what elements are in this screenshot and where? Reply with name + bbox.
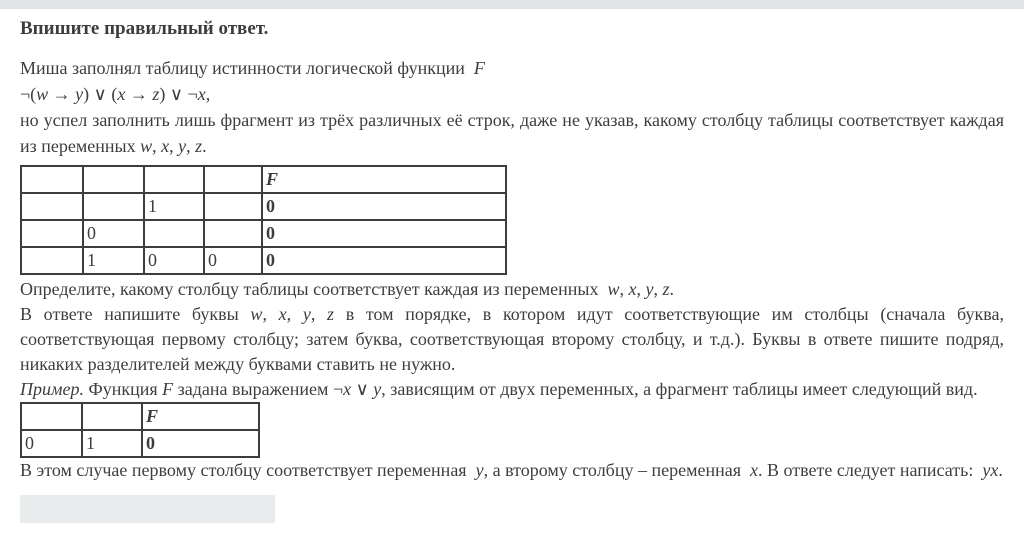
logic-formula: [20, 84, 210, 104]
text-segment: x: [628, 279, 637, 299]
top-divider-bar: [0, 0, 1024, 9]
text-segment: задана выражением ¬: [173, 379, 344, 399]
text-segment: в том порядке, в котором идут соответствующие им столбцы (сначала буква, соответствующая первому столбцу; затем буква, соответствующая второму столбцу, и т.д.). Буквы в ответе пишите подряд, никаких разделителей между буквами ставить не нужно.: [20, 304, 1005, 374]
text-segment: F: [473, 58, 485, 78]
table-cell: 0: [142, 430, 259, 457]
table-header-cell: [83, 166, 144, 193]
text-segment: .: [202, 136, 207, 156]
problem-intro-line: [20, 58, 485, 78]
text-segment: ,: [152, 136, 162, 156]
text-segment: ¬(: [20, 84, 37, 104]
table-cell: [144, 220, 204, 247]
text-segment: x: [750, 460, 758, 480]
table-header-cell: F: [262, 166, 506, 193]
table-cell: 0: [204, 247, 262, 274]
text-segment: ,: [619, 279, 629, 299]
task-content: [0, 9, 1024, 523]
text-segment: x: [161, 136, 170, 156]
text-segment: y: [373, 379, 382, 399]
text-segment: yx: [982, 460, 999, 480]
text-segment: .: [669, 279, 675, 299]
table-cell: 0: [262, 247, 506, 274]
text-segment: Пример.: [20, 379, 84, 399]
text-segment: z: [662, 279, 670, 299]
text-segment: F: [162, 379, 174, 399]
text-segment: z: [195, 136, 203, 156]
text-segment: ,: [286, 304, 303, 324]
table-cell: [83, 193, 144, 220]
text-segment: Функция: [83, 379, 163, 399]
text-segment: ,: [186, 136, 196, 156]
text-segment: но успел заполнить лишь фрагмент из трёх различных её строк, даже не указав, какому столбцу таблицы соответствует каждая из переменных: [20, 110, 1004, 156]
table-header-cell: [144, 166, 204, 193]
table-cell: 0: [262, 193, 506, 220]
table-cell: [204, 220, 262, 247]
text-segment: ,: [653, 279, 663, 299]
table-cell: 0: [21, 430, 82, 457]
text-segment: →: [48, 84, 76, 104]
table-cell: [21, 220, 83, 247]
text-segment: →: [125, 84, 153, 104]
task-instructions-block: [20, 277, 1004, 402]
determine-question: [20, 277, 1004, 302]
answer-format-instructions: [20, 302, 1004, 377]
text-segment: Определите, какому столбцу таблицы соответствует каждая из переменных: [20, 279, 608, 299]
table-header-cell: F: [142, 403, 259, 430]
truth-table-fragment: [20, 165, 507, 275]
text-segment: x: [117, 84, 126, 104]
text-segment: x: [197, 84, 206, 104]
page-title: Впишите правильный ответ.: [20, 18, 269, 39]
table-row: [21, 220, 506, 247]
text-segment: z: [152, 84, 160, 104]
text-segment: . В ответе следует написать:: [758, 460, 983, 480]
table-cell: [21, 247, 83, 274]
table-cell: 0: [262, 220, 506, 247]
table-cell: 0: [83, 220, 144, 247]
text-segment: w: [607, 279, 620, 299]
table-row: [21, 247, 506, 274]
text-segment: В этом случае первому столбцу соответствует переменная: [20, 460, 476, 480]
text-segment: z: [327, 304, 335, 324]
table-row: [21, 430, 259, 457]
example-table: [20, 402, 260, 458]
text-segment: ,: [636, 279, 646, 299]
text-segment: В ответе напишите буквы: [20, 304, 251, 324]
table-cell: [21, 193, 83, 220]
example-conclusion: [20, 458, 1004, 483]
text-segment: ,: [169, 136, 179, 156]
table-cell: 1: [83, 247, 144, 274]
table-cell: 1: [144, 193, 204, 220]
text-segment: , зависящим от двух переменных, а фрагмент таблицы имеет следующий вид.: [381, 379, 978, 399]
table-cell: 0: [144, 247, 204, 274]
text-segment: w: [250, 304, 263, 324]
text-segment: y: [645, 279, 654, 299]
table-header-row: [21, 403, 259, 430]
text-segment: y: [302, 304, 311, 324]
text-segment: x: [278, 304, 287, 324]
example-intro: [20, 377, 1004, 402]
table-cell: [204, 193, 262, 220]
text-segment: y: [75, 84, 84, 104]
table-header-cell: [21, 166, 83, 193]
problem-statement: [20, 55, 1004, 159]
text-segment: y: [178, 136, 187, 156]
text-segment: , а второму столбцу – переменная: [483, 460, 750, 480]
text-segment: y: [475, 460, 484, 480]
table-cell: 1: [82, 430, 142, 457]
table-header-cell: [204, 166, 262, 193]
text-segment: ∨: [351, 379, 374, 399]
text-segment: ,: [310, 304, 327, 324]
text-segment: ) ∨ ¬: [159, 84, 198, 104]
answer-input[interactable]: [20, 495, 275, 523]
text-segment: Миша заполнял таблицу истинности логической функции: [20, 58, 474, 78]
text-segment: ,: [262, 304, 279, 324]
text-segment: .: [998, 460, 1003, 480]
table-header-row: [21, 166, 506, 193]
problem-continuation: [20, 110, 1004, 156]
text-segment: w: [140, 136, 153, 156]
table-header-cell: [21, 403, 82, 430]
table-row: [21, 193, 506, 220]
text-segment: x: [343, 379, 352, 399]
text-segment: ,: [205, 84, 211, 104]
table-header-cell: [82, 403, 142, 430]
text-segment: w: [36, 84, 49, 104]
text-segment: ) ∨ (: [83, 84, 118, 104]
